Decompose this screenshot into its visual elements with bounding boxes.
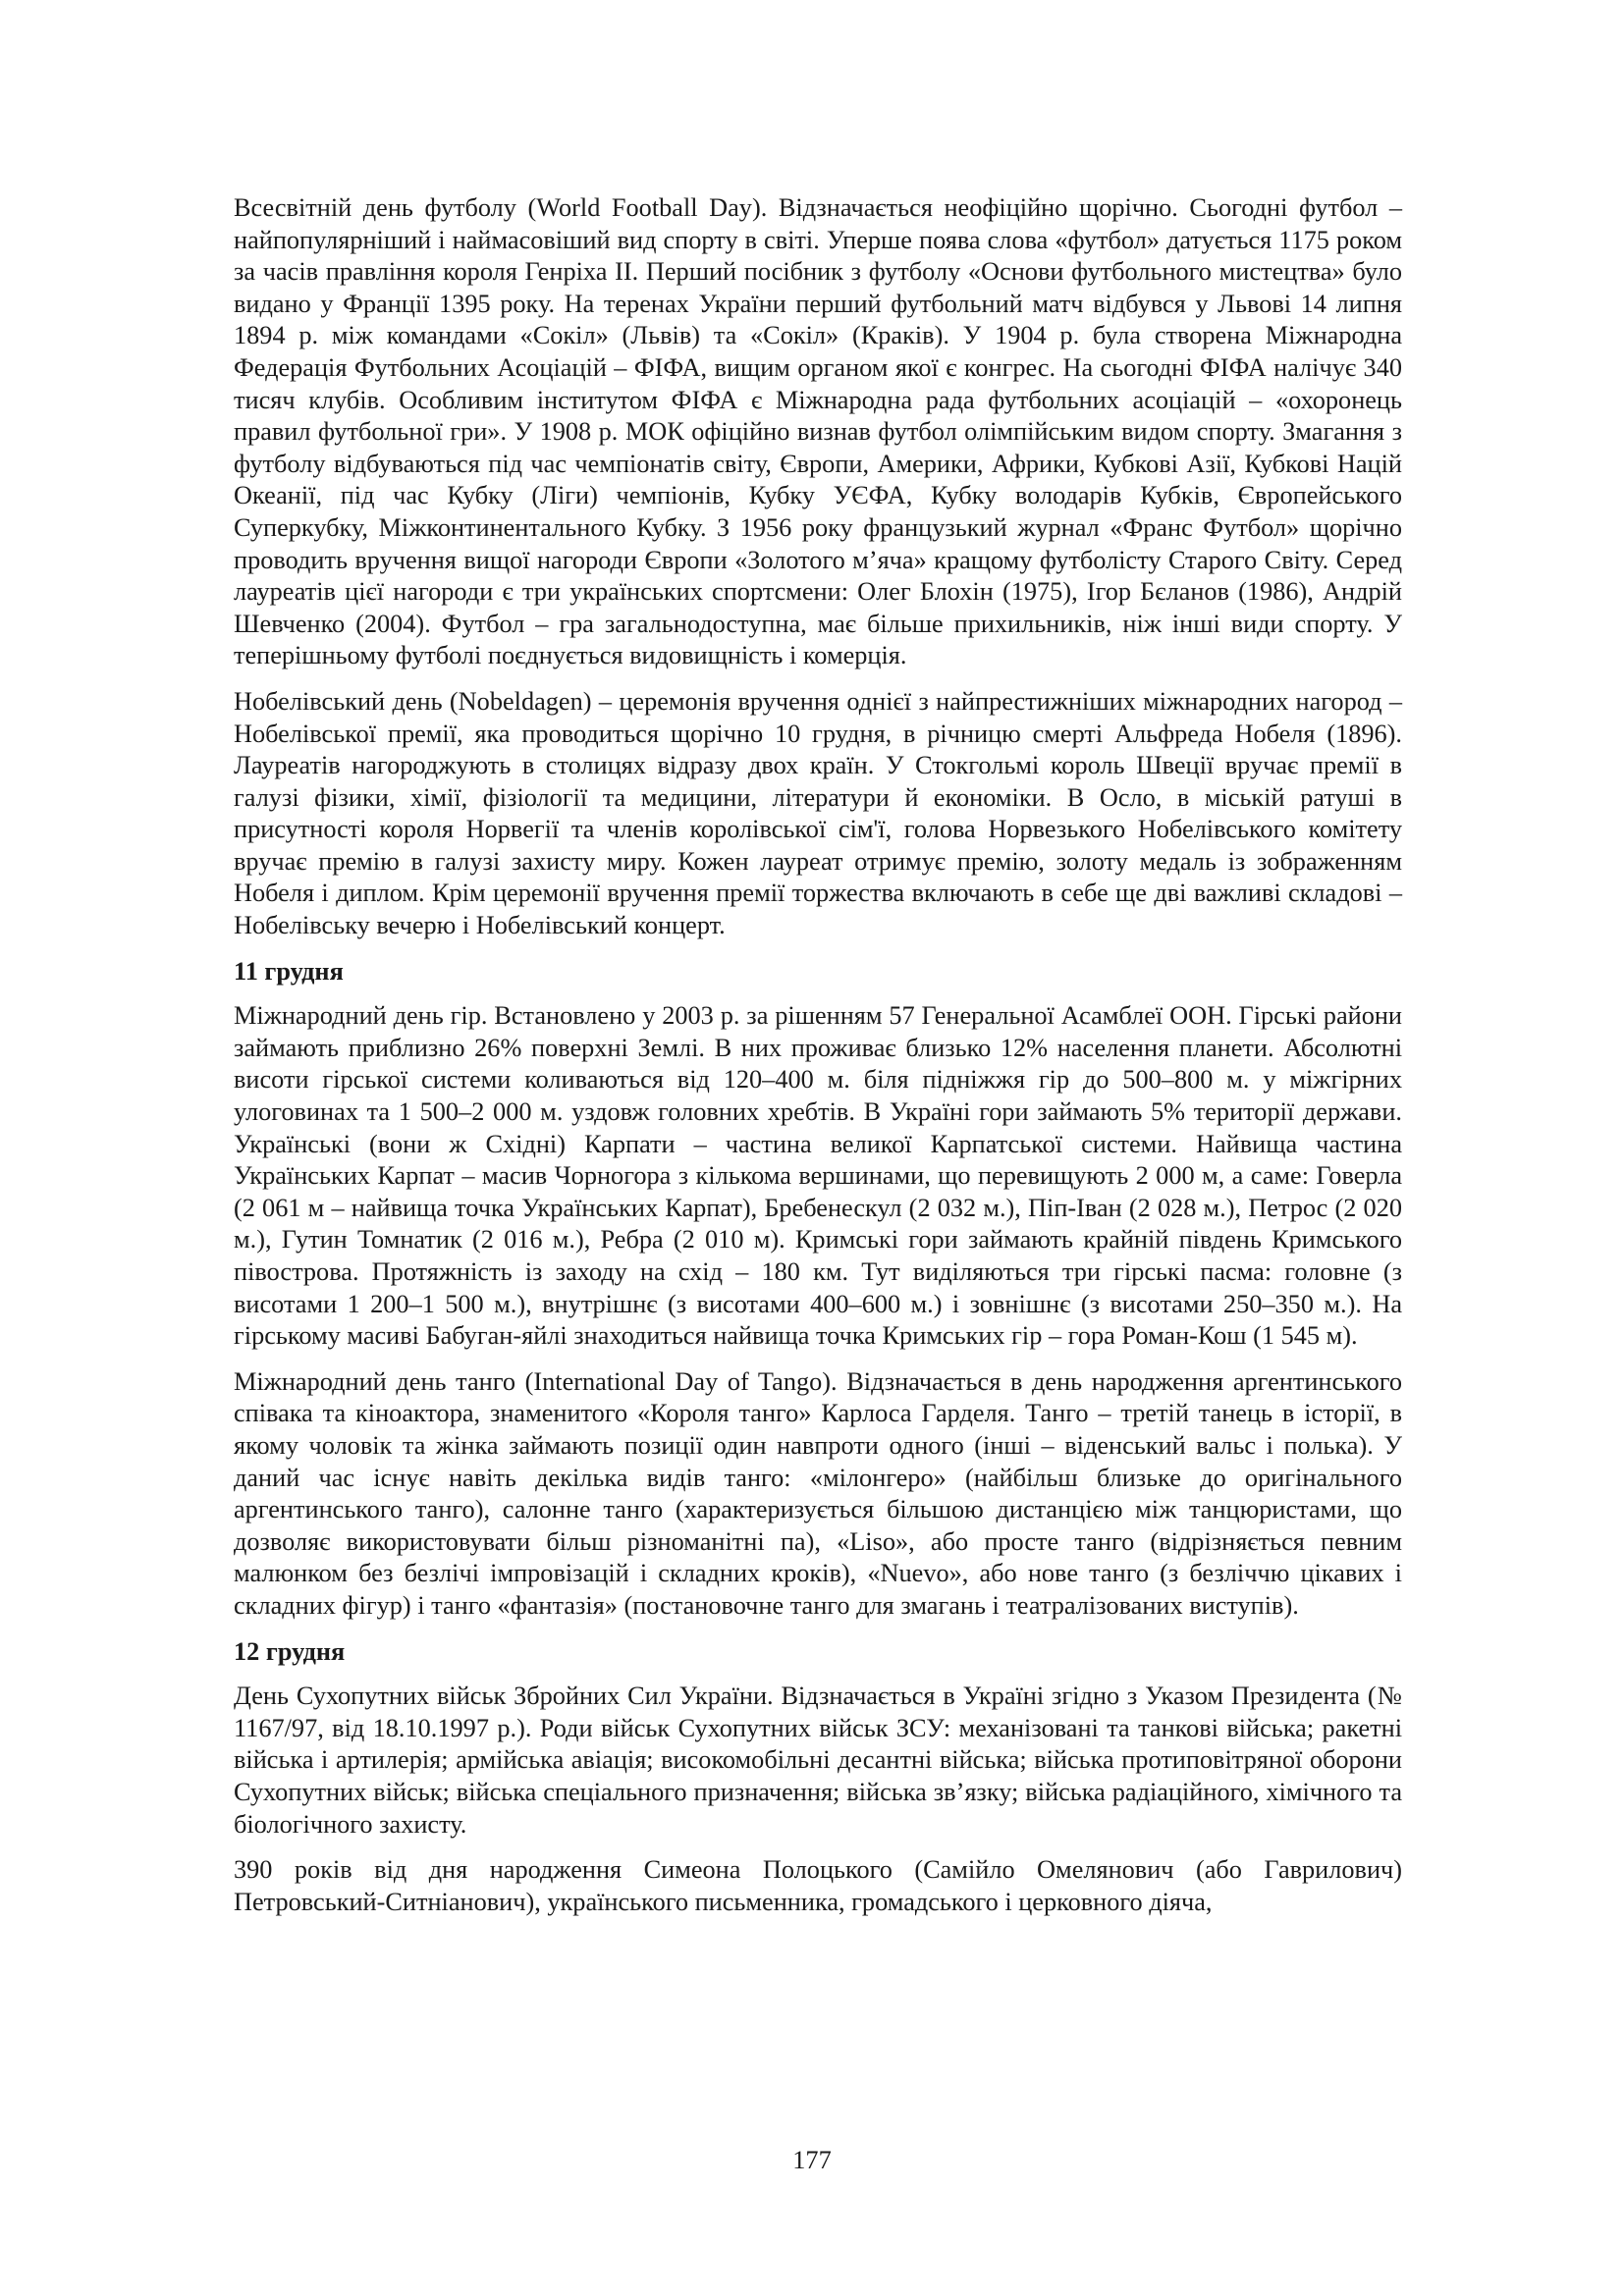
date-heading-dec-12: 12 грудня xyxy=(234,1636,346,1666)
paragraph-tango-day: Міжнародний день танго (International Day of Tango). Відзначається в день народження аргентинського співака та кіноактора, знаменитого «Короля танго» Карлоса Гарделя. Танго – третій танець в історії, в якому чоловік та жінка займають позиції один навпроти одного (інші – віденський вальс і полька). У даний час існує навіть декілька видів танго: «мілонгеро» (найбільш близьке до оригінального аргентинського танго), салонне танго (характеризується більшою дистанцією між танцюристами, що дозволяє використовувати більш різноманітні па), «Liso», або просте танго (відрізняється певним малюнком без безлічі імпровізацій і складних кроків), «Nuevo», або нове танго (з безліччю цікавих і складних фігур) і танго «фантазія» (постановочне танго для змагань і театралізованих виступів). xyxy=(234,1366,1402,1620)
page-number: 177 xyxy=(792,2146,832,2174)
date-heading-dec-11: 11 грудня xyxy=(234,956,344,986)
page-content xyxy=(234,192,1402,1932)
paragraph-world-football-day: Всесвітній день футболу (World Football Day). Відзначається неофіційно щорічно. Сьогодні футбол – найпопулярніший і наймасовіший вид спорту в світі. Уперше поява слова «футбол» датується 1175 роком за часів правління короля Генріха ІІ. Перший посібник з футболу «Основи футбольного мистецтва» було видано у Франції 1395 року. На теренах України перший футбольний матч відбувся у Львові 14 липня 1894 р. між командами «Сокіл» (Львів) та «Сокіл» (Краків). У 1904 р. була створена Міжнародна Федерація Футбольних Асоціацій – ФІФА, вищим органом якої є конгрес. На сьогодні ФІФА налічує 340 тисяч клубів. Особливим інститутом ФІФА є Міжнародна рада футбольних асоціацій – «охоронець правил футбольної гри». У 1908 р. МОК офіційно визнав футбол олімпійським видом спорту. Змагання з футболу відбуваються під час чемпіонатів світу, Європи, Америки, Африки, Кубкові Азії, Кубкові Націй Океанії, під час Кубку (Ліги) чемпіонів, Кубку УЄФА, Кубку володарів Кубків, Європейського Суперкубку, Міжконтинентального Кубку. З 1956 року французький журнал «Франс Футбол» щорічно проводить вручення вищої нагороди Європи «Золотого м’яча» кращому футболісту Старого Світу. Серед лауреатів цієї нагороди є три українських спортсмени: Олег Блохін (1975), Ігор Бєланов (1986), Андрій Шевченко (2004). Футбол – гра загальнодоступна, має більше прихильників, ніж інші види спорту. У теперішньому футболі поєднується видовищність і комерція. xyxy=(234,193,1402,670)
paragraph-mountain-day: Міжнародний день гір. Встановлено у 2003 р. за рішенням 57 Генеральної Асамблеї ООН. Гірські райони займають приблизно 26% поверхні Землі. В них проживає близько 12% населення планети. Абсолютні висоти гірської системи коливаються від 120–400 м. біля підніжжя гір до 500–800 м. у міжгірних улоговинах та 1 500–2 000 м. уздовж головних хребтів. В Україні гори займають 5% території держави. Українські (вони ж Східні) Карпати – частина великої Карпатської системи. Найвища частина Українських Карпат – масив Чорногора з кількома вершинами, що перевищують 2 000 м, а саме: Говерла (2 061 м – найвища точка Українських Карпат), Бребенескул (2 032 м.), Піп-Іван (2 028 м.), Петрос (2 020 м.), Гутин Томнатик (2 016 м.), Ребра (2 010 м). Кримські гори займають крайній південь Кримського півострова. Протяжність із заходу на схід – 180 км. Тут виділяються три гірські пасма: головне (з висотами 1 200–1 500 м.), внутрішнє (з висотами 400–600 м.) і зовнішнє (з висотами 250–350 м.). На гірському масиві Бабуган-яйлі знаходиться найвища точка Кримських гір – гора Роман-Кош (1 545 м). xyxy=(234,1001,1402,1351)
paragraph-ground-forces-day: День Сухопутних військ Збройних Сил України. Відзначається в Україні згідно з Указом Президента (№ 1167/97, від 18.10.1997 р.). Роди військ Сухопутних військ ЗСУ: механізовані та танкові війська; ракетні війська і артилерія; армійська авіація; високомобільні десантні війська; війська протиповітряної оборони Сухопутних військ; війська спеціального призначення; війська зв’язку; війська радіаційного, хімічного та біологічного захисту. xyxy=(234,1682,1402,1839)
paragraph-simeon-polotsky: 390 років від дня народження Симеона Полоцького (Самійло Омелянович (або Гаврилович) Петровський-Ситніанович), українського письменника, громадського і церковного діяча, xyxy=(234,1855,1402,1916)
paragraph-nobel-day: Нобелівський день (Nobeldagen) – церемонія вручення однієї з найпрестижніших міжнародних нагород – Нобелівської премії, яка проводиться щорічно 10 грудня, в річницю смерті Альфреда Нобеля (1896). Лауреатів нагороджують в столицях відразу двох країн. У Стокгольмі король Швеції вручає премії в галузі фізики, хімії, фізіології та медицини, літератури й економіки. В Осло, в міській ратуші в присутності короля Норвегії та членів королівської сім'ї, голова Норвезького Нобелівського комітету вручає премію в галузі захисту миру. Кожен лауреат отримує премію, золоту медаль із зображенням Нобеля і диплом. Крім церемонії вручення премії торжества включають в себе ще дві важливі складові – Нобелівську вечерю і Нобелівський концерт. xyxy=(234,686,1402,940)
